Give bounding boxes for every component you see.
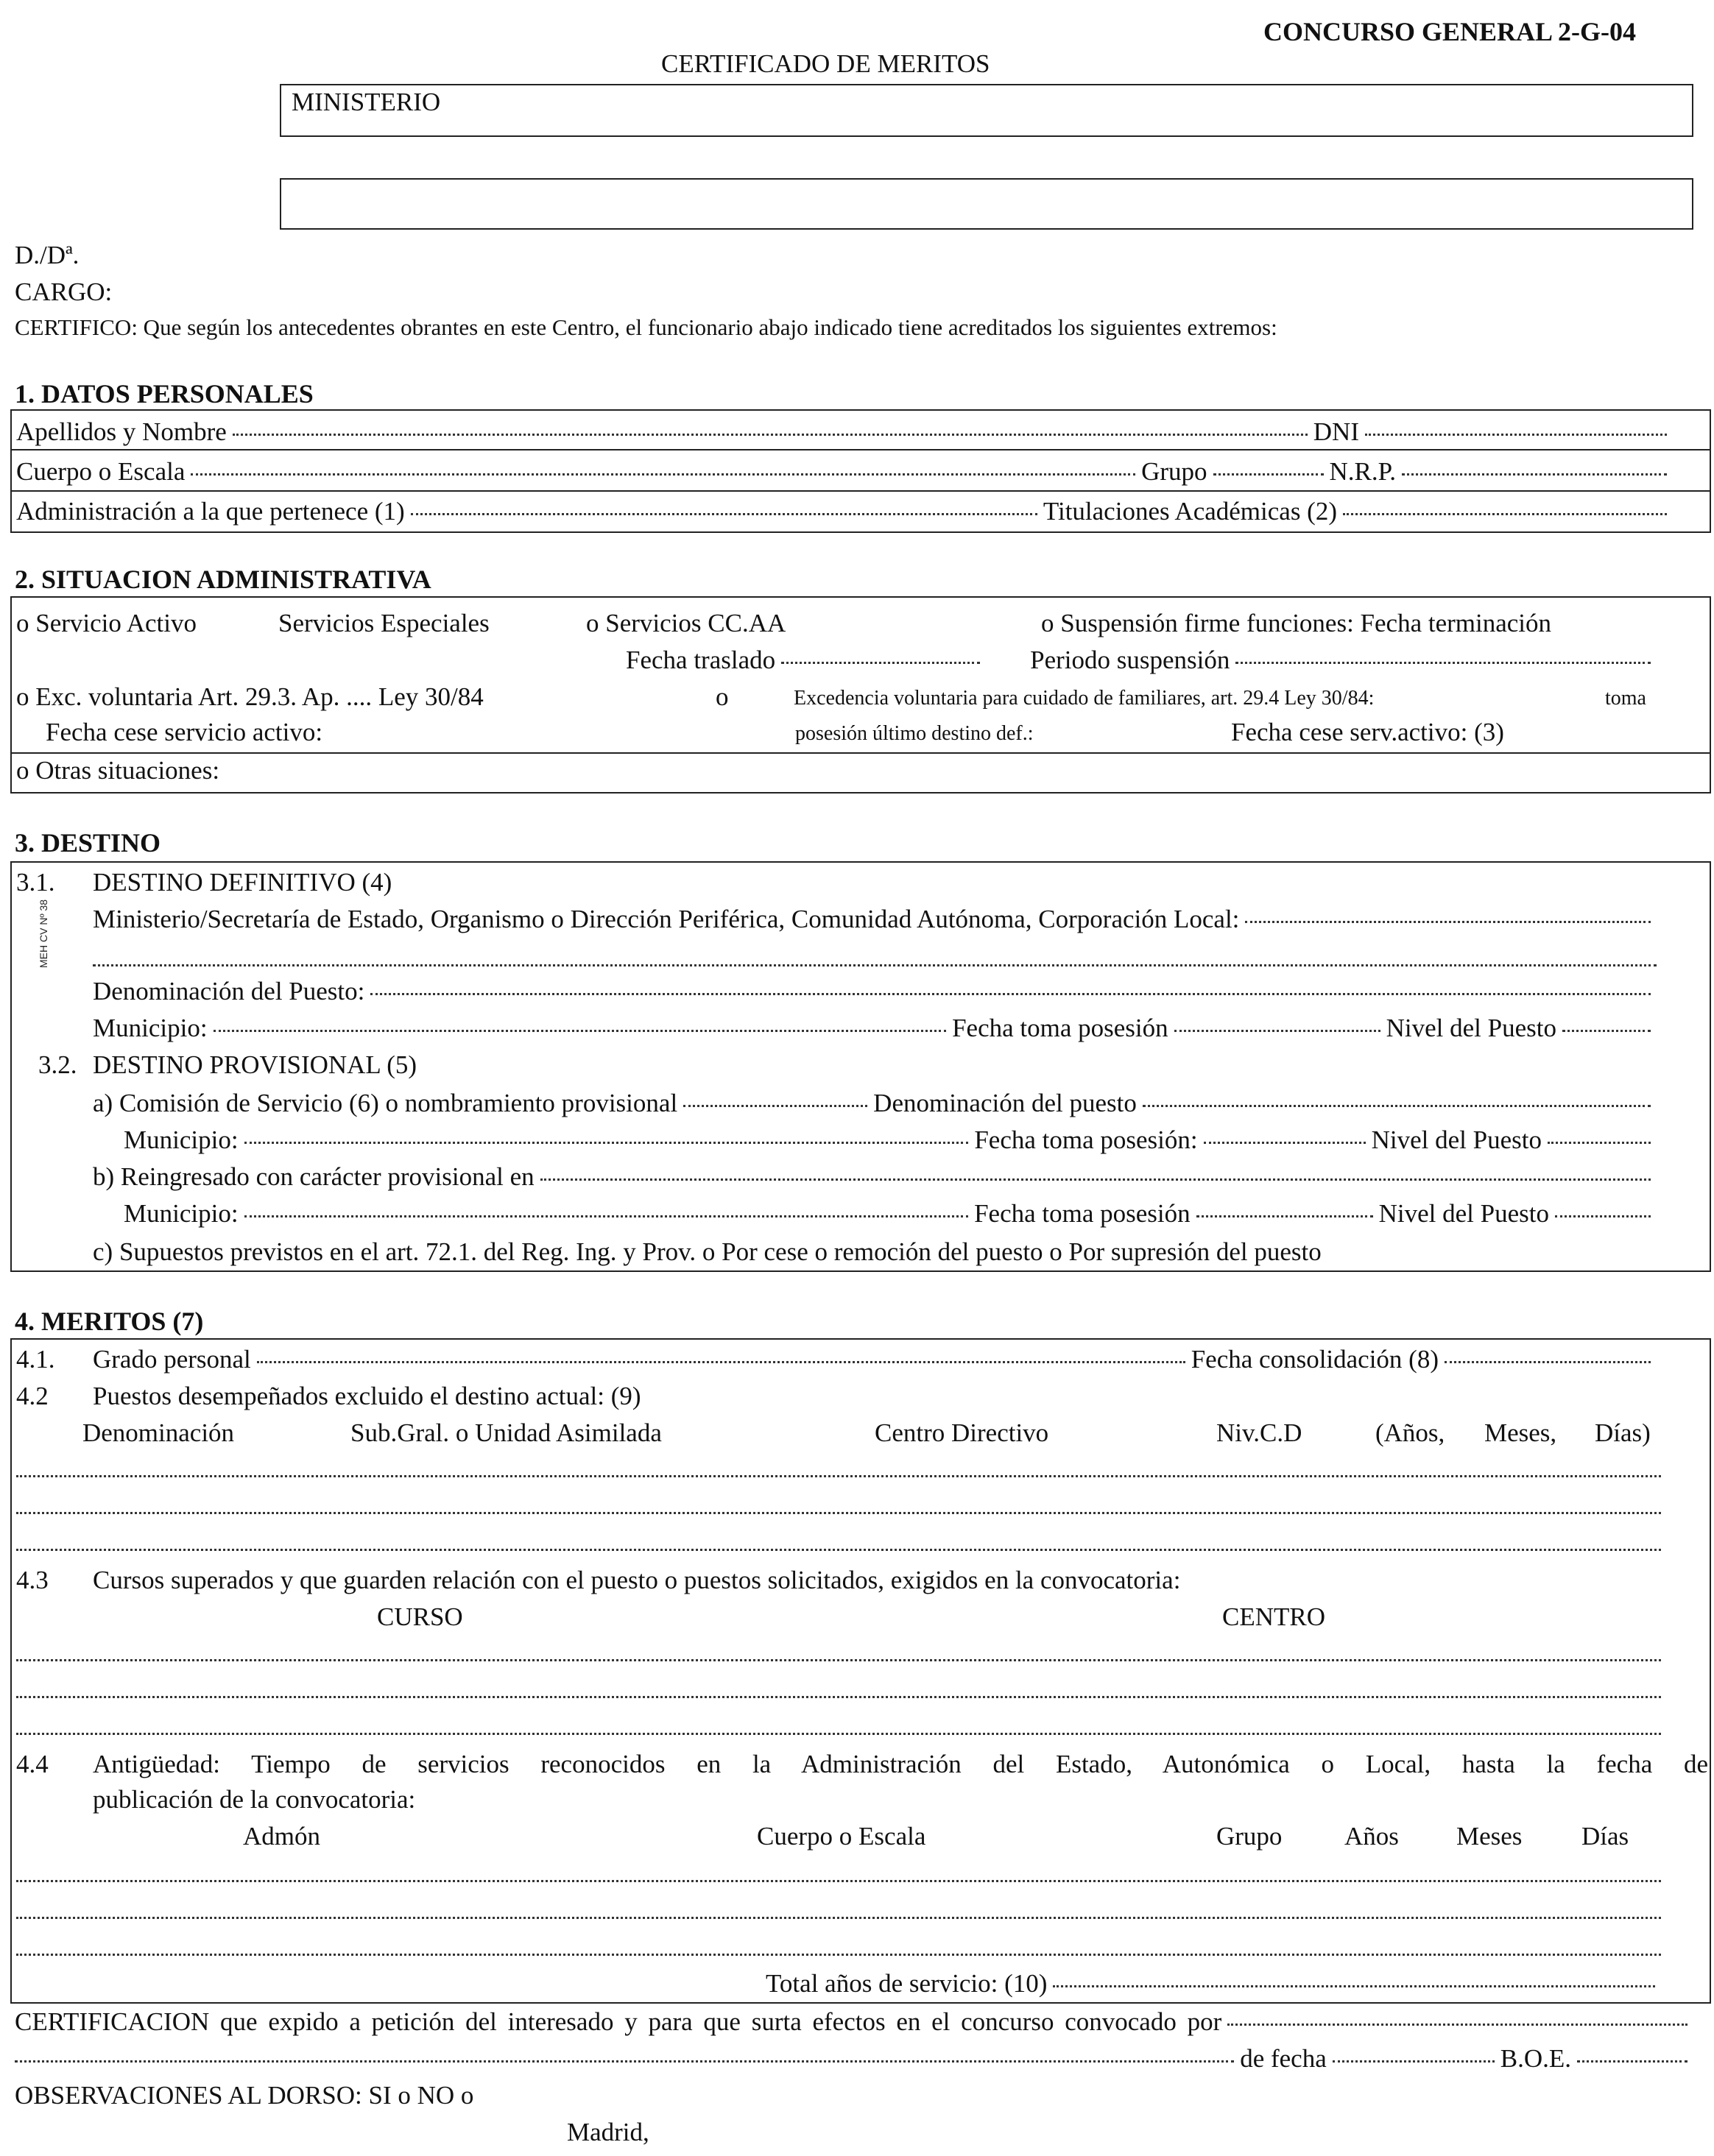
col-cuerpo: Cuerpo o Escala	[757, 1822, 926, 1851]
nivel-puesto-b-label: Nivel del Puesto	[1378, 1199, 1549, 1228]
row-total-servicio[interactable]	[766, 1968, 1661, 1999]
col-nivcd: Niv.C.D	[1216, 1418, 1302, 1447]
grupo-label: Grupo	[1141, 457, 1207, 486]
antiguedad-line-3[interactable]	[16, 1954, 1661, 1956]
row-administracion[interactable]	[16, 496, 1673, 527]
grado-label: Grado personal	[93, 1345, 251, 1374]
name-label: D./Dª.	[15, 241, 80, 269]
row-municipio-b[interactable]	[124, 1198, 1657, 1229]
a-denominacion-label: Denominación del puesto	[873, 1089, 1137, 1117]
puestos-line-3[interactable]	[16, 1549, 1661, 1551]
antiguedad-line-2[interactable]	[16, 1917, 1661, 1919]
row-comision[interactable]	[93, 1088, 1657, 1119]
num-4-2: 4.2	[16, 1382, 49, 1410]
row-apellidos[interactable]	[16, 417, 1673, 448]
antiguedad-text-2: publicación de la convocatoria:	[93, 1785, 416, 1814]
col-dias2: Días	[1581, 1822, 1629, 1851]
servicios-especiales-option[interactable]: Servicios Especiales	[278, 609, 490, 637]
suspension-option[interactable]: o Suspensión firme funciones: Fecha terminación	[1041, 609, 1552, 637]
fecha-consolidacion-label: Fecha consolidación (8)	[1191, 1345, 1439, 1374]
otras-situaciones-option[interactable]: o Otras situaciones:	[16, 756, 220, 785]
row-traslado[interactable]	[626, 645, 1657, 676]
certificacion-text: CERTIFICACION que expido a petición del interesado y para que surta efectos en el concurso convocado por	[15, 2007, 1222, 2036]
madrid-label: Madrid,	[567, 2118, 649, 2146]
fecha-cese-activo-label: Fecha cese servicio activo:	[46, 718, 323, 746]
puestos-line-1[interactable]	[16, 1475, 1661, 1477]
servicios-ccaa-option[interactable]: o Servicios CC.AA	[586, 609, 786, 637]
row-reingresado[interactable]	[93, 1162, 1657, 1192]
section1-title: 1. DATOS PERSONALES	[15, 379, 314, 409]
ministerio-label: MINISTERIO	[292, 88, 441, 116]
nivel-puesto-label: Nivel del Puesto	[1386, 1014, 1556, 1042]
destino-provisional-heading: DESTINO PROVISIONAL (5)	[93, 1050, 417, 1079]
ministerio-organismo-label: Ministerio/Secretaría de Estado, Organismo o Dirección Periférica, Comunidad Autónoma, Corporación Local:	[93, 905, 1240, 933]
puestos-heading: Puestos desempeñados excluido el destino actual: (9)	[93, 1382, 641, 1410]
col-centro-directivo: Centro Directivo	[875, 1418, 1049, 1447]
destino-definitivo-heading: DESTINO DEFINITIVO (4)	[93, 868, 392, 897]
col-curso: CURSO	[377, 1602, 463, 1631]
row-municipio-a[interactable]	[124, 1125, 1657, 1156]
row-cuerpo[interactable]	[16, 456, 1673, 487]
cuerpo-label: Cuerpo o Escala	[16, 457, 186, 486]
toma-label: toma	[1605, 687, 1646, 710]
section4-box	[10, 1338, 1711, 2004]
col-meses2: Meses	[1456, 1822, 1523, 1851]
cursos-line-2[interactable]	[16, 1696, 1661, 1698]
periodo-suspension-label: Periodo suspensión	[1030, 646, 1230, 674]
row-grado[interactable]	[93, 1344, 1657, 1375]
ministerio-box[interactable]	[280, 84, 1693, 137]
reingresado-label: b) Reingresado con carácter provisional en	[93, 1162, 535, 1191]
fecha-toma-b-label: Fecha toma posesión	[974, 1199, 1191, 1228]
servicio-activo-option[interactable]: o Servicio Activo	[16, 609, 197, 637]
section3-title: 3. DESTINO	[15, 828, 161, 858]
denominacion-puesto-label: Denominación del Puesto:	[93, 977, 365, 1005]
num-3-2: 3.2.	[38, 1050, 77, 1079]
num-4-4: 4.4	[16, 1750, 49, 1778]
dni-label: DNI	[1313, 417, 1359, 446]
form-title: CERTIFICADO DE MERITOS	[661, 49, 990, 78]
titulaciones-label: Titulaciones Académicas (2)	[1043, 497, 1337, 526]
nrp-label: N.R.P.	[1329, 457, 1396, 486]
fecha-toma-label: Fecha toma posesión	[952, 1014, 1168, 1042]
cursos-heading: Cursos superados y que guarden relación con el puesto o puestos solicitados, exigidos en la convocatoria:	[93, 1566, 1181, 1594]
comision-label: a) Comisión de Servicio (6) o nombramiento provisional	[93, 1089, 678, 1117]
col-subgral: Sub.Gral. o Unidad Asimilada	[350, 1418, 662, 1447]
col-anos: (Años,	[1375, 1418, 1445, 1447]
col-centro: CENTRO	[1222, 1602, 1325, 1631]
fecha-traslado-label: Fecha traslado	[626, 646, 776, 674]
section2-title: 2. SITUACION ADMINISTRATIVA	[15, 565, 431, 594]
unit-box[interactable]	[280, 178, 1693, 230]
certifico-text: CERTIFICO: Que según los antecedentes obrantes en este Centro, el funcionario abajo indicado tiene acreditados los siguientes extremos:	[15, 314, 1277, 340]
row-certificacion[interactable]	[15, 2007, 1693, 2037]
total-servicio-label: Total años de servicio: (10)	[766, 1969, 1048, 1998]
posesion-ultimo-label: posesión último destino def.:	[795, 722, 1034, 745]
municipio-b-label: Municipio:	[124, 1199, 239, 1228]
supuestos-options[interactable]: c) Supuestos previstos en el art. 72.1. del Reg. Ing. y Prov. o Por cese o remoción del puesto o Por supresión del puesto	[93, 1237, 1322, 1266]
de-fecha-label: de fecha	[1240, 2044, 1327, 2073]
municipio-a-label: Municipio:	[124, 1125, 239, 1154]
exc-voluntaria-option[interactable]: o Exc. voluntaria Art. 29.3. Ap. .... Ley 30/84	[16, 682, 484, 711]
row-fecha-boe[interactable]	[15, 2043, 1693, 2074]
row-ministerio-organismo[interactable]	[93, 904, 1657, 935]
antiguedad-line-1[interactable]	[16, 1880, 1661, 1882]
col-anos2: Años	[1344, 1822, 1399, 1851]
administracion-label: Administración a la que pertenece (1)	[16, 497, 405, 526]
boe-label: B.O.E.	[1500, 2044, 1571, 2073]
antiguedad-text-1: Antigüedad: Tiempo de servicios reconocidos en la Administración del Estado, Autonómica o Local, hasta la fecha de	[93, 1750, 1708, 1778]
nivel-puesto-a-label: Nivel del Puesto	[1371, 1125, 1542, 1154]
excedencia-familiares-checkbox[interactable]: o	[716, 682, 729, 711]
puestos-line-2[interactable]	[16, 1512, 1661, 1514]
cargo-label: CARGO:	[15, 278, 113, 306]
row-municipio-definitivo[interactable]	[93, 1013, 1657, 1044]
cursos-line-3[interactable]	[16, 1733, 1661, 1735]
section4-title: 4. MERITOS (7)	[15, 1307, 204, 1336]
fecha-cese-serv-label: Fecha cese serv.activo: (3)	[1231, 718, 1504, 746]
num-3-1: 3.1.	[16, 868, 55, 897]
num-4-1: 4.1.	[16, 1345, 55, 1374]
observaciones-options[interactable]: OBSERVACIONES AL DORSO: SI o NO o	[15, 2081, 474, 2110]
apellidos-label: Apellidos y Nombre	[16, 417, 227, 446]
municipio-label: Municipio:	[93, 1014, 208, 1042]
excedencia-familiares-label: Excedencia voluntaria para cuidado de familiares, art. 29.4 Ley 30/84:	[794, 687, 1375, 710]
num-4-3: 4.3	[16, 1566, 49, 1594]
cursos-line-1[interactable]	[16, 1659, 1661, 1661]
fecha-toma-a-label: Fecha toma posesión:	[974, 1125, 1198, 1154]
col-denominacion: Denominación	[82, 1418, 235, 1447]
col-grupo: Grupo	[1216, 1822, 1283, 1851]
form-stamp: MEH CV Nº 38	[38, 899, 49, 968]
col-dias: Días)	[1595, 1418, 1651, 1447]
col-meses: Meses,	[1484, 1418, 1557, 1447]
col-admon: Admón	[243, 1822, 320, 1851]
form-code: CONCURSO GENERAL 2-G-04	[1263, 17, 1637, 46]
row-denominacion-definitivo[interactable]	[93, 976, 1657, 1007]
ministerio-organismo-line2[interactable]	[93, 964, 1657, 966]
